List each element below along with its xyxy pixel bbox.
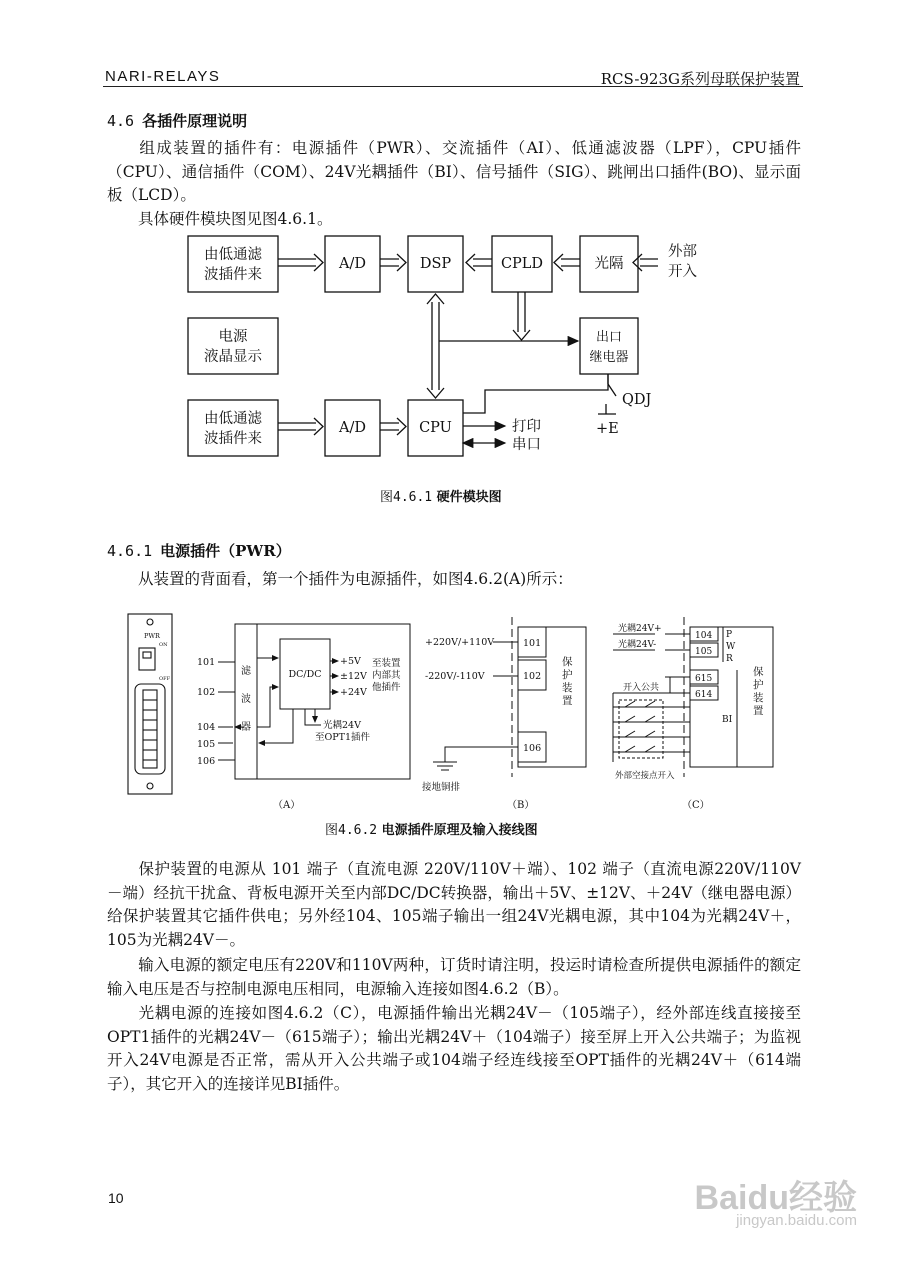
- body-paragraph-3-text: 光耦电源的连接如图4.6.2（C），电源插件输出光耦24V－（105端子），经外部连线直接接至OPT1插件的光耦24V－（615端子）；输出光耦24V＋（104端子）接至屏上开入公共端子；为监视开入24V电源是否正常，需从开入公共端子或104端子经连线接至OPT插件的光耦24V＋（614端子），其它开入的连接详见BI插件。: [107, 1004, 801, 1093]
- sub-b-label: （B）: [507, 800, 535, 811]
- opto-out-2: 至OPT1插件: [315, 732, 371, 743]
- to-device-3: 他插件: [372, 682, 401, 693]
- b-device-3: 装: [562, 682, 573, 694]
- pwr-rear-panel: [128, 614, 172, 794]
- c-term-105: 105: [695, 647, 713, 657]
- section-46-number: 4.6: [107, 112, 135, 130]
- sub-c-label: （C）: [682, 800, 710, 811]
- ad-bottom-label: A/D: [339, 420, 366, 436]
- section-46-heading: [107, 110, 247, 131]
- c-external: 外部空接点开入: [615, 771, 675, 781]
- b-term-106: 106: [523, 743, 542, 754]
- a-term-106: 106: [197, 756, 216, 767]
- c-term-615: 615: [695, 674, 713, 684]
- header-left: NARI-RELAYS: [105, 68, 221, 85]
- b-ground-label: 接地铜排: [422, 782, 461, 793]
- section-46-title: 各插件原理说明: [142, 112, 248, 130]
- out-5v: +5V: [340, 656, 361, 667]
- plus-e-label: +E: [596, 421, 619, 437]
- out-24v: +24V: [340, 687, 367, 698]
- panel-off-label: OFF: [159, 676, 171, 682]
- c-opto-minus: 光耦24V-: [618, 640, 657, 650]
- body-paragraph-1-text: 保护装置的电源从 101 端子（直流电源 220V/110V＋端）、102 端子（直流电源220V/110V－端）经抗干扰盒、背板电源开关至内部DC/DC转换器，输出＋5V、±12V、＋24V（继电器电源）给保护装置其它插件供电；另外经104、105端子输出一组24V光耦电源，其中104为光耦24V＋，105为光耦24V－。: [107, 860, 801, 949]
- pwr-intro-paragraph: [107, 568, 801, 592]
- c-bi-label: BI: [722, 715, 733, 725]
- ad-top-label: A/D: [339, 256, 366, 272]
- filter-1: 滤: [241, 666, 251, 677]
- watermark-brand: Baidu经验: [694, 1179, 857, 1217]
- lpf-bottom-line2: 波插件来: [204, 431, 262, 447]
- arrow-ad-dsp-top: [380, 254, 406, 271]
- arrow-lpf-ad-bottom: [278, 418, 323, 435]
- relay-line1: 出口: [595, 330, 623, 345]
- c-term-104: 104: [695, 631, 713, 641]
- c-opto-plus: 光耦24V+: [618, 624, 662, 634]
- figure-462-wiring-diagram: [125, 612, 805, 812]
- filter-2: 波: [241, 694, 251, 705]
- figure-462-caption: [325, 819, 538, 838]
- c-pwr-w: W: [726, 642, 736, 652]
- lpf-bottom-line1: 由低通滤: [204, 411, 262, 427]
- c-device-4: 置: [753, 705, 764, 717]
- ext-input-line2: 开入: [668, 264, 697, 280]
- arrow-optical-cpld: [554, 254, 580, 271]
- page-number: 10: [108, 1190, 124, 1206]
- arrow-cpld-relay: [513, 292, 530, 340]
- arrow-lpf-ad-top: [278, 254, 323, 271]
- power-lcd-line2: 液晶显示: [204, 349, 262, 365]
- figure-461-caption: [380, 486, 502, 505]
- figure-461-caption-text: 硬件模块图: [436, 490, 502, 505]
- relay-line2: 继电器: [589, 350, 629, 365]
- figure-461-block-diagram: [170, 228, 730, 478]
- panel-on-label: ON: [159, 642, 168, 648]
- lpf-top-line1: 由低通滤: [204, 247, 262, 263]
- sub-a-label: （A）: [273, 800, 301, 811]
- a-term-105: 105: [197, 739, 216, 750]
- b-device-4: 置: [562, 695, 573, 707]
- section-461-number: 4.6.1: [107, 542, 153, 560]
- header-rule: [103, 86, 803, 87]
- intro-paragraph-1-text: 组成装置的插件有：电源插件（PWR）、交流插件（AI）、低通滤波器（LPF），CPU插件（CPU）、通信插件（COM）、24V光耦插件（BI）、信号插件（SIG）、跳闸出口插件(BO)、显示面板（LCD）。: [107, 139, 801, 204]
- b-term-101: 101: [523, 638, 542, 649]
- bus-dsp-cpu: [427, 294, 444, 398]
- c-pwr-r: R: [726, 654, 733, 664]
- b-device-2: 护: [562, 669, 573, 681]
- arrow-ext-optical: [633, 254, 658, 271]
- watermark-url: jingyan.baidu.com: [736, 1212, 857, 1229]
- c-common: 开入公共: [623, 683, 660, 693]
- line-cpu-qdj: [463, 374, 608, 413]
- arrow-cpld-dsp: [466, 254, 492, 271]
- panel-pwr-label: PWR: [144, 632, 160, 640]
- lpf-top-box: [188, 236, 278, 292]
- power-lcd-line1: 电源: [218, 329, 248, 345]
- serial-label: 串口: [512, 437, 541, 453]
- c-device-2: 护: [753, 679, 764, 691]
- body-paragraph-2-text: 输入电源的额定电压有220V和110V两种，订货时请注明，投运时请检查所提供电源插件的额定输入电压是否与控制电源电压相同，电源输入连接如图4.6.2（B）。: [107, 956, 801, 998]
- b-minus-label: -220V/-110V: [425, 671, 485, 682]
- print-label: 打印: [512, 419, 541, 435]
- to-device-1: 至装置: [372, 658, 401, 669]
- a-term-104: 104: [197, 722, 216, 733]
- arrow-ad-cpu-bottom: [380, 418, 406, 435]
- section-461-heading: [107, 540, 291, 561]
- c-device-3: 装: [753, 692, 764, 704]
- out-12v: ±12V: [340, 671, 367, 682]
- body-paragraph-1: [107, 858, 801, 952]
- c-pwr-p: P: [726, 630, 733, 640]
- cpld-label: CPLD: [500, 256, 544, 272]
- output-relay-box: [580, 318, 638, 374]
- dsp-label: DSP: [419, 256, 452, 272]
- section-461-title: 电源插件（PWR）: [160, 542, 291, 560]
- b-plus-label: +220V/+110V: [425, 637, 495, 648]
- figure-461-caption-number: 图4.6.1: [380, 490, 433, 505]
- pwr-intro-text: 从装置的背面看，第一个插件为电源插件，如图4.6.2(A)所示：: [138, 570, 573, 588]
- body-paragraph-3: [107, 1002, 801, 1096]
- power-lcd-box: [188, 318, 278, 374]
- to-device-2: 内部其: [372, 670, 401, 681]
- lpf-top-line2: 波插件来: [204, 267, 262, 283]
- figure-462-caption-number: 图4.6.2: [325, 823, 378, 838]
- a-term-101: 101: [197, 657, 216, 668]
- a-term-102: 102: [197, 687, 216, 698]
- c-device-1: 保: [753, 666, 764, 678]
- ext-input-line1: 外部: [668, 244, 697, 260]
- b-device-1: 保: [562, 656, 573, 668]
- opto-out-1: 光耦24V: [323, 720, 361, 731]
- body-paragraph-2: [107, 954, 801, 1001]
- c-term-614: 614: [695, 690, 713, 700]
- figure-462-caption-text: 电源插件原理及输入接线图: [381, 823, 538, 838]
- dcdc-label: DC/DC: [288, 669, 322, 680]
- header-right: RCS-923G系列母联保护装置: [600, 70, 800, 88]
- optical-label: 光隔: [594, 256, 624, 272]
- qdj-label: QDJ: [622, 392, 652, 408]
- intro-paragraph-2-text: 具体硬件模块图见图4.6.1。: [138, 210, 333, 228]
- qdj-contact: [598, 374, 616, 414]
- intro-paragraph-1: [107, 137, 801, 208]
- b-term-102: 102: [523, 671, 542, 682]
- cpu-label: CPU: [419, 420, 452, 436]
- filter-3: 器: [241, 722, 251, 733]
- lpf-bottom-box: [188, 400, 278, 456]
